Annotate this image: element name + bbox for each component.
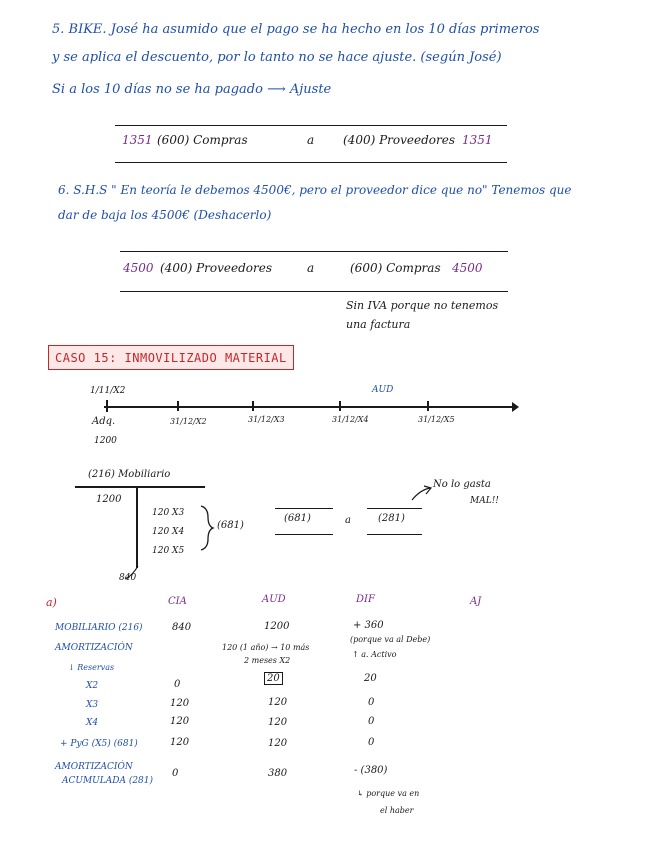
- cell-dif: + 360: [353, 620, 384, 631]
- entry2-left-amount: 4500: [123, 261, 154, 275]
- row-label: ACUMULADA (281): [62, 776, 154, 786]
- row-label: X4: [86, 718, 99, 728]
- header-dif: DIF: [356, 594, 375, 605]
- timeline-tick-label: 31/12/X3: [248, 415, 285, 424]
- shs-line-1: 6. S.H.S " En teoría le debemos 4500€, pero el proveedor dice que no" Tenemos que: [58, 183, 572, 197]
- t-account-credit-row: 120 X5: [152, 546, 185, 556]
- row-label: AMORTIZACIÓN: [55, 643, 133, 653]
- entry3-connector: a: [345, 515, 351, 526]
- cell-cia: 840: [172, 622, 192, 633]
- aud-note-1: 120 (1 año) → 10 más: [222, 643, 310, 652]
- timeline-start-date: 1/11/X2: [90, 386, 126, 396]
- wrong-note-1: No lo gasta: [433, 479, 491, 490]
- row-label: X3: [86, 700, 99, 710]
- shs-line-2: dar de baja los 4500€ (Deshacerlo): [58, 208, 272, 222]
- case-title: CASO 15: INMOVILIZADO MATERIAL: [48, 345, 294, 370]
- entry1-connector: a: [307, 133, 315, 147]
- last-note-2: el haber: [380, 806, 414, 815]
- cell-cia: 120: [170, 698, 190, 709]
- cell-dif: - (380): [354, 765, 388, 776]
- entry2-connector: a: [307, 261, 315, 275]
- cell-aud: 120: [268, 697, 288, 708]
- cell-aud: 120: [268, 717, 288, 728]
- cell-aud: 380: [268, 768, 288, 779]
- curly-brace-icon: [201, 506, 213, 550]
- t-account-total: 840: [119, 573, 137, 583]
- cell-dif: 20: [364, 673, 377, 684]
- no-iva-note-1: Sin IVA porque no tenemos: [346, 299, 499, 312]
- dif-note-2: ↑ a. Activo: [352, 650, 397, 659]
- entry1-right-account: (400) Proveedores: [343, 133, 456, 147]
- cell-dif: 0: [368, 716, 375, 727]
- arrow-icon: [412, 488, 430, 500]
- t-account-credit-row: 120 X4: [152, 527, 185, 537]
- entry2-right-account: (600) Compras: [350, 261, 441, 275]
- part-a-label: a): [46, 596, 57, 609]
- timeline-adq-label: Adq.: [92, 416, 116, 427]
- row-label: MOBILIARIO (216): [55, 623, 143, 633]
- cell-aud-boxed: 20: [264, 672, 283, 685]
- timeline-tick-label: 31/12/X4: [332, 415, 369, 424]
- row-label: + PyG (X5) (681): [60, 739, 138, 749]
- brace-label: (681): [217, 520, 244, 531]
- entry3-right-account: (281): [378, 513, 405, 524]
- no-iva-note-2: una factura: [346, 318, 411, 331]
- total-pointer-icon: [125, 566, 138, 579]
- row-label: X2: [86, 681, 99, 691]
- row-label: ↓ Reservas: [68, 663, 115, 672]
- entry2-left-account: (400) Proveedores: [160, 261, 273, 275]
- dif-note-1: (porque va al Debe): [350, 635, 431, 644]
- cell-aud: 1200: [264, 621, 290, 632]
- t-account-debit: 1200: [96, 494, 122, 505]
- cell-dif: 0: [368, 697, 375, 708]
- row-label: AMORTIZACIÓN: [55, 762, 133, 772]
- cell-aud: 120: [268, 738, 288, 749]
- last-note-1: ↳ porque va en: [357, 789, 420, 798]
- cell-dif: 0: [368, 737, 375, 748]
- bike-line-3: Si a los 10 días no se ha pagado ⟶ Ajuste: [52, 82, 332, 97]
- timeline-adq-amount: 1200: [94, 436, 117, 446]
- entry1-left-account: (600) Compras: [157, 133, 248, 147]
- aud-note-2: 2 meses X2: [244, 656, 291, 665]
- header-aud: AUD: [262, 594, 286, 605]
- entry1-left-amount: 1351: [122, 133, 153, 147]
- entry3-left-account: (681): [284, 513, 311, 524]
- header-cia: CIA: [168, 596, 187, 607]
- bike-line-2: y se aplica el descuento, por lo tanto no se hace ajuste. (según José): [52, 50, 502, 65]
- cell-cia: 120: [170, 737, 190, 748]
- t-account-title: (216) Mobiliario: [88, 469, 171, 480]
- wrong-note-2: MAL!!: [470, 496, 499, 506]
- entry2-right-amount: 4500: [452, 261, 483, 275]
- t-account-credit-row: 120 X3: [152, 508, 185, 518]
- header-aj: AJ: [470, 596, 482, 607]
- timeline-tick-label: 31/12/X2: [170, 417, 207, 426]
- cell-cia: 0: [174, 679, 181, 690]
- timeline-tick-label: 31/12/X5: [418, 415, 455, 424]
- cell-cia: 120: [170, 716, 190, 727]
- timeline-aud-label: AUD: [372, 385, 394, 395]
- entry1-right-amount: 1351: [462, 133, 493, 147]
- bike-line-1: 5. BIKE. José ha asumido que el pago se ha hecho en los 10 días primeros: [52, 22, 540, 37]
- cell-cia: 0: [172, 768, 179, 779]
